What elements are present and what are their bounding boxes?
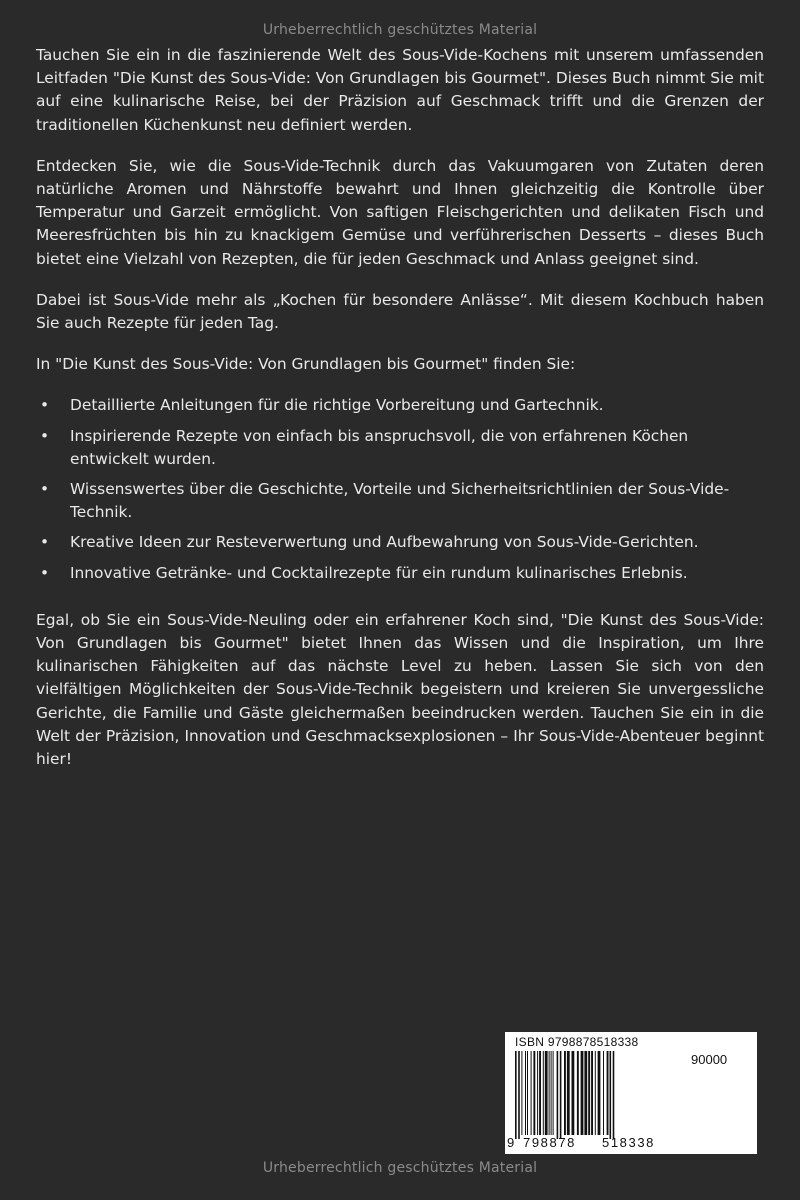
barcode-bar	[591, 1051, 593, 1135]
barcode-bar	[545, 1051, 548, 1135]
copyright-watermark-top: Urheberrechtlich geschütztes Material	[262, 22, 538, 38]
list-item-text: Kreative Ideen zur Resteverwertung und Aufbewahrung von Sous-Vide-Gerichten.	[70, 533, 699, 552]
list-item	[36, 562, 764, 585]
barcode-bar	[525, 1051, 526, 1135]
barcode-bar	[581, 1051, 584, 1135]
barcode-bar	[588, 1051, 590, 1135]
barcode-bar	[567, 1051, 570, 1135]
list-item-text: Wissenswertes über die Geschichte, Vorteile und Sicherheitsrichtlinien der Sous-Vide-Technik.	[70, 480, 730, 522]
barcode-bars	[513, 1051, 691, 1139]
copyright-watermark-bottom: Urheberrechtlich geschütztes Material	[262, 1160, 538, 1176]
bullet-icon: •	[40, 480, 50, 499]
barcode-guard-bar	[610, 1051, 612, 1139]
technique-paragraph: Entdecken Sie, wie die Sous-Vide-Technik durch das Vakuumgaren von Zutaten deren natürliche Aromen und Nährstoffe bewahrt und Ihnen gleichzeitig die Kontrolle über Temperatur und Garzeit ermöglicht. Von saftigen Fleischgerichten und delikaten Fisch und Meeresfrüchten bis hin zu knackigem Gemüse und verführerischen Desserts – dieses Buch bietet eine Vielzahl von Rezepten, die für jeden Geschmack und Anlass geeignet sind.	[36, 156, 764, 268]
isbn-barcode	[505, 1032, 757, 1154]
closing-paragraph: Egal, ob Sie ein Sous-Vide-Neuling oder ein erfahrener Koch sind, "Die Kunst des Sous-Vide: Von Grundlagen bis Gourmet" bietet Ihnen das Wissen und die Inspiration, um Ihre kulinarischen Fähigkeiten auf das nächste Level zu heben. Lassen Sie sich von den vielfältigen Möglichkeiten der Sous-Vide-Technik begeistern und kreieren Sie unvergessliche Gerichte, die Familie und Gäste gleichermaßen beeindrucken werden. Tauchen Sie ein in die Welt der Präzision, Innovation und Geschmacksexplosionen – Ihr Sous-Vide-Abenteuer beginnt hier!	[36, 610, 764, 769]
barcode-bar	[564, 1051, 566, 1135]
list-item	[36, 394, 764, 417]
barcode-guard-bar	[560, 1051, 562, 1139]
feature-list	[36, 394, 764, 584]
barcode-bar	[531, 1051, 532, 1135]
everyday-paragraph: Dabei ist Sous-Vide mehr als „Kochen für besondere Anlässe“. Mit diesem Kochbuch haben Sie auch Rezepte für jeden Tag.	[36, 290, 764, 333]
barcode-bar	[577, 1051, 579, 1135]
isbn-label: ISBN 9798878518338	[515, 1035, 639, 1049]
blurb-text	[36, 44, 764, 789]
list-item-text: Innovative Getränke- und Cocktailrezepte für ein rundum kulinarisches Erlebnis.	[70, 563, 688, 582]
barcode-guard-bar	[613, 1051, 615, 1139]
intro-paragraph: Tauchen Sie ein in die faszinierende Welt des Sous-Vide-Kochens mit unserem umfassenden Leitfaden "Die Kunst des Sous-Vide: Von Grundlagen bis Gourmet". Dieses Buch nimmt Sie mit auf eine kulinarische Reise, bei der Präzision auf Geschmack trifft und die Grenzen der traditionellen Küchenkunst neu definiert werden.	[36, 46, 764, 134]
barcode-bar	[607, 1051, 609, 1135]
bullet-icon: •	[40, 396, 50, 415]
barcode-bar	[521, 1051, 522, 1135]
bullet-icon: •	[40, 563, 50, 582]
list-item	[36, 425, 764, 471]
barcode-guard-bar	[518, 1051, 520, 1139]
bullet-icon: •	[40, 533, 50, 552]
barcode-bar	[537, 1051, 538, 1135]
barcode-bar	[553, 1051, 554, 1135]
list-item-text: Inspirierende Rezepte von einfach bis anspruchsvoll, die von erfahrenen Köchen entwickelt wurden.	[70, 426, 689, 468]
barcode-bar	[572, 1051, 575, 1135]
list-intro-paragraph: In "Die Kunst des Sous-Vide: Von Grundlagen bis Gourmet" finden Sie:	[36, 355, 576, 374]
barcode-bar	[584, 1051, 587, 1135]
barcode-digit-first: 9	[507, 1135, 515, 1150]
barcode-digits-right: 518338	[602, 1135, 655, 1150]
barcode-digits-left: 798878	[523, 1135, 576, 1150]
barcode-bar	[595, 1051, 596, 1135]
bullet-icon: •	[40, 426, 50, 445]
barcode-bar	[543, 1051, 544, 1135]
barcode-bar	[533, 1051, 535, 1135]
list-item	[36, 531, 764, 554]
barcode-bar	[527, 1051, 528, 1135]
barcode-bar	[549, 1051, 550, 1135]
list-item	[36, 478, 764, 524]
barcode-bar	[551, 1051, 552, 1135]
barcode-bar	[603, 1051, 604, 1135]
barcode-bar	[539, 1051, 541, 1135]
barcode-guard-bar	[557, 1051, 559, 1139]
price-code: 90000	[691, 1052, 728, 1067]
list-item-text: Detaillierte Anleitungen für die richtige Vorbereitung und Gartechnik.	[70, 396, 604, 415]
barcode-guard-bar	[515, 1051, 517, 1139]
barcode-bar	[598, 1051, 601, 1135]
